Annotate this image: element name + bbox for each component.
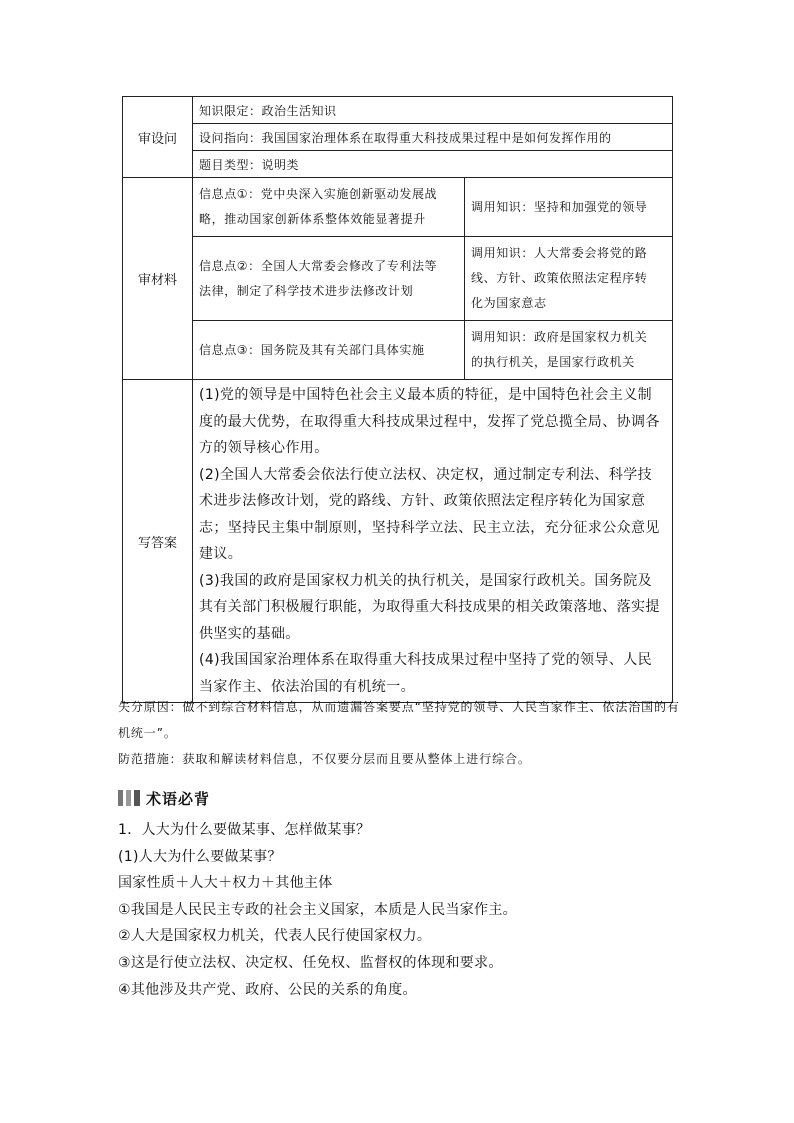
list-item: ④其他涉及共产党、政府、公民的关系的角度。: [118, 981, 417, 998]
heading-bar-icon: [126, 790, 131, 806]
question-type: 题目类型：说明类: [193, 151, 673, 178]
info-point-3: 信息点③：国务院及其有关部门具体实施: [193, 321, 465, 380]
info-point-2-line-1: 信息点②：全国人大常委会修改了专利法等: [199, 258, 438, 273]
section-heading: [118, 788, 210, 808]
knowledge-2-line-2: 线、方针、政策依照法定程序转: [471, 271, 648, 285]
section-title: 术语必背: [146, 789, 211, 808]
answer-paragraph-1: (1)党的领导是中国特色社会主义最本质的特征，是中国特色社会主义制度的最大优势，在取得重大科技成果过程中，发挥了党总揽全局、协调各方的领导核心作用。: [199, 387, 660, 456]
terms-content: [118, 817, 688, 1003]
knowledge-2-line-3: 化为国家意志: [471, 296, 547, 310]
heading-bar-icon: [118, 790, 123, 806]
knowledge-2-line-1: 调用知识：人大常委会将党的路: [471, 246, 648, 260]
answer-cell: [193, 380, 673, 703]
heading-bar-icon: [134, 790, 140, 806]
answer-paragraph-3: (3)我国的政府是国家权力机关的执行机关，是国家行政机关。国务院及其有关部门积极履行职能，为取得重大科技成果的相关政策落地、落实提供坚实的基础。: [199, 572, 660, 642]
info-point-1-line-2: 略，推动国家创新体系整体效能显著提升: [199, 212, 426, 226]
answer-paragraph-2: (2)全国人大常委会依法行使立法权、决定权，通过制定专利法、科学技术进步法修改计划，党的路线、方针、政策依照法定程序转化为国家意志；坚持民主集中制原则，坚持科学立法、民主立法，充分征求公众意见建议。: [199, 466, 660, 562]
notes: [118, 694, 688, 772]
knowledge-3-line-2: 的执行机关，是国家行政机关: [471, 355, 635, 369]
row-head-xiedaan: 写答案: [123, 380, 193, 703]
question-direction: 设问指向：我国国家治理体系在取得重大科技成果过程中是如何发挥作用的: [193, 124, 673, 151]
answer-paragraph-4: (4)我国国家治理体系在取得重大科技成果过程中坚持了党的领导、人民当家作主、依法治国的有机统一。: [199, 652, 653, 695]
prevention-measure: 防范措施：获取和解读材料信息，不仅要分层而且要从整体上进行综合。: [118, 752, 531, 766]
knowledge-1: 调用知识：坚持和加强党的领导: [465, 178, 673, 237]
list-item: ③这是行使立法权、决定权、任免权、监督权的体现和要求。: [118, 954, 503, 971]
question-1: 1．人大为什么要做某事、怎样做某事？: [118, 822, 371, 838]
knowledge-3-line-1: 调用知识：政府是国家权力机关: [471, 330, 648, 344]
list-item: ①我国是人民民主专政的社会主义国家，本质是人民当家作主。: [118, 901, 517, 918]
info-point-1-line-1: 信息点①：党中央深入实施创新驱动发展战: [199, 187, 438, 201]
list-item: ②人大是国家权力机关，代表人民行使国家权力。: [118, 928, 432, 945]
info-point-1: [193, 178, 465, 237]
info-point-2-line-2: 法律，制定了科学技术进步法修改计划: [199, 283, 414, 298]
info-point-2: [193, 237, 465, 321]
knowledge-limit: 知识限定：政治生活知识: [193, 97, 673, 124]
knowledge-3: [465, 321, 673, 380]
row-head-shenshewen: 审设问: [123, 97, 193, 178]
analysis-table: [122, 96, 673, 703]
row-head-shencailiao: 审材料: [123, 178, 193, 380]
sub-question-1: (1)人大为什么要做某事？: [118, 848, 282, 865]
loss-reason: 失分原因：做不到综合材料信息，从而遗漏答案要点“坚持党的领导、人民当家作主、依法治国的有机统一”。: [118, 700, 680, 740]
knowledge-2: [465, 237, 673, 321]
formula-line: 国家性质＋人大＋权力＋其他主体: [118, 875, 333, 892]
